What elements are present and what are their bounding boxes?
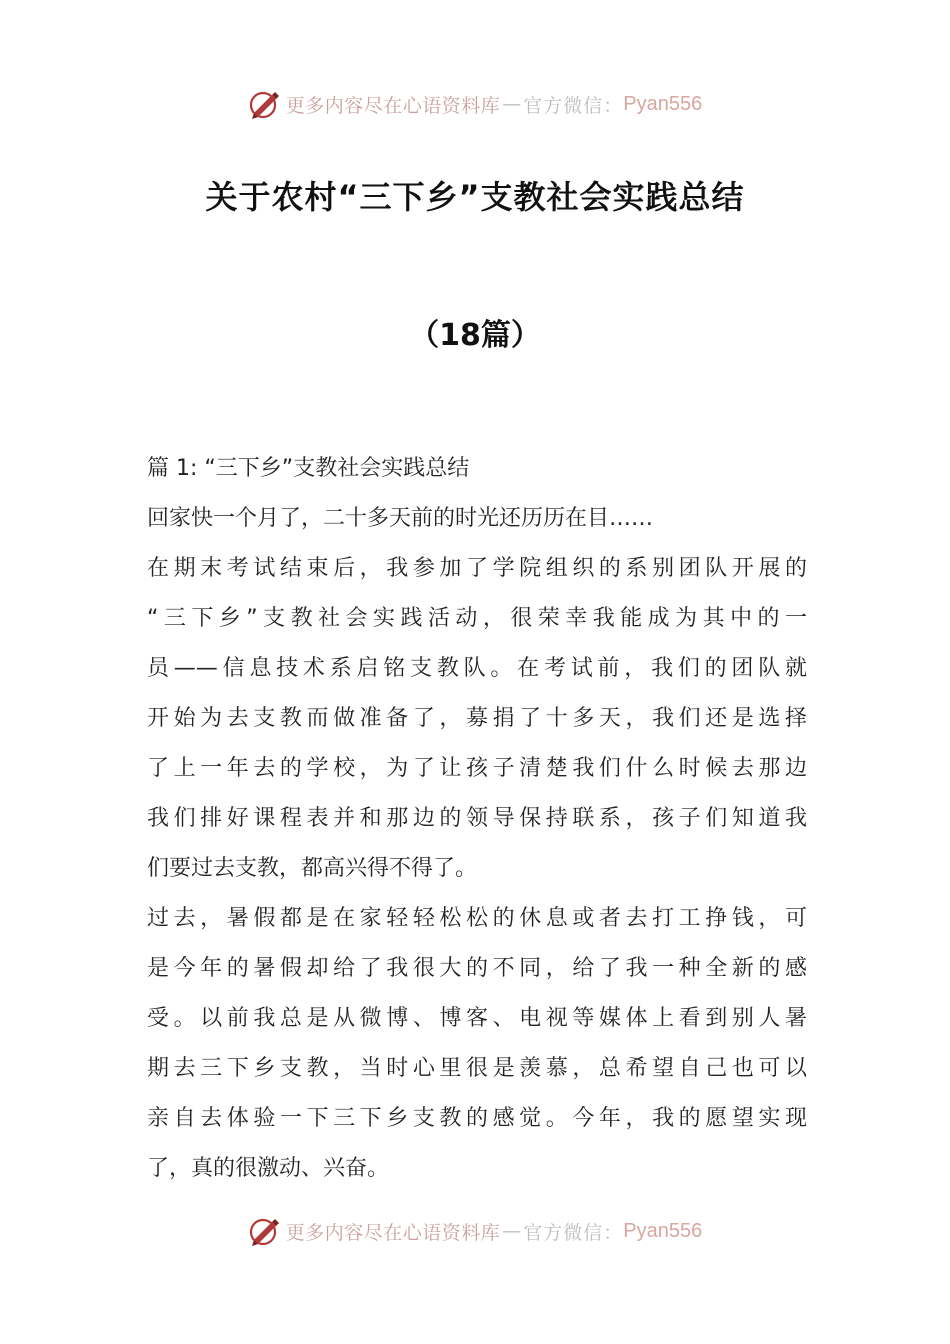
body-line: 员——信息技术系启铭支教队。在考试前，我们的团队就 <box>147 656 807 681</box>
watermark-brand: 更多内容尽在心语资料库 <box>285 94 501 117</box>
body-line: 期去三下乡支教，当时心里很是羡慕，总希望自己也可以 <box>147 1056 807 1081</box>
body-line: 回家快一个月了，二十多天前的时光还历历在目…… <box>147 506 654 531</box>
document-subtitle: （18篇） <box>409 318 541 353</box>
body-line: 亲自去体验一下三下乡支教的感觉。今年，我的愿望实现 <box>147 1106 807 1131</box>
body-line: 我们排好课程表并和那边的领导保持联系，孩子们知道我 <box>147 806 807 831</box>
watermark-wechat-id: Pyan556 <box>623 1219 703 1242</box>
watermark-separator: — <box>502 1220 522 1242</box>
body-line: 在期末考试结束后，我参加了学院组织的系别团队开展的 <box>147 556 807 581</box>
header-watermark <box>0 84 950 124</box>
body-line: “三下乡”支教社会实践活动，很荣幸我能成为其中的一 <box>147 606 807 631</box>
watermark-contact-label: 官方微信： <box>523 1221 624 1244</box>
document-body <box>147 444 807 1194</box>
body-line: 了，真的很激动、兴奋。 <box>147 1156 390 1181</box>
pen-logo-icon <box>248 87 282 121</box>
body-line: 过去，暑假都是在家轻轻松松的休息或者去打工挣钱，可 <box>147 906 807 931</box>
body-line: 们要过去支教，都高兴得不得了。 <box>147 856 478 881</box>
watermark-contact-label: 官方微信： <box>523 94 624 117</box>
document-title: 关于农村“三下乡”支教社会实践总结 <box>205 178 745 216</box>
pen-logo-icon <box>248 1214 282 1248</box>
body-line: 开始为去支教而做准备了，募捐了十多天，我们还是选择 <box>147 706 807 731</box>
body-line: 是今年的暑假却给了我很大的不同，给了我一种全新的感 <box>147 956 807 981</box>
body-line: 了上一年去的学校，为了让孩子清楚我们什么时候去那边 <box>147 756 807 781</box>
body-line: 受。以前我总是从微博、博客、电视等媒体上看到别人暑 <box>147 1006 807 1031</box>
footer-watermark <box>0 1211 950 1251</box>
watermark-brand: 更多内容尽在心语资料库 <box>285 1221 501 1244</box>
watermark-wechat-id: Pyan556 <box>623 92 703 115</box>
section-heading: 篇 1: “三下乡”支教社会实践总结 <box>147 456 470 481</box>
watermark-separator: — <box>502 93 522 115</box>
